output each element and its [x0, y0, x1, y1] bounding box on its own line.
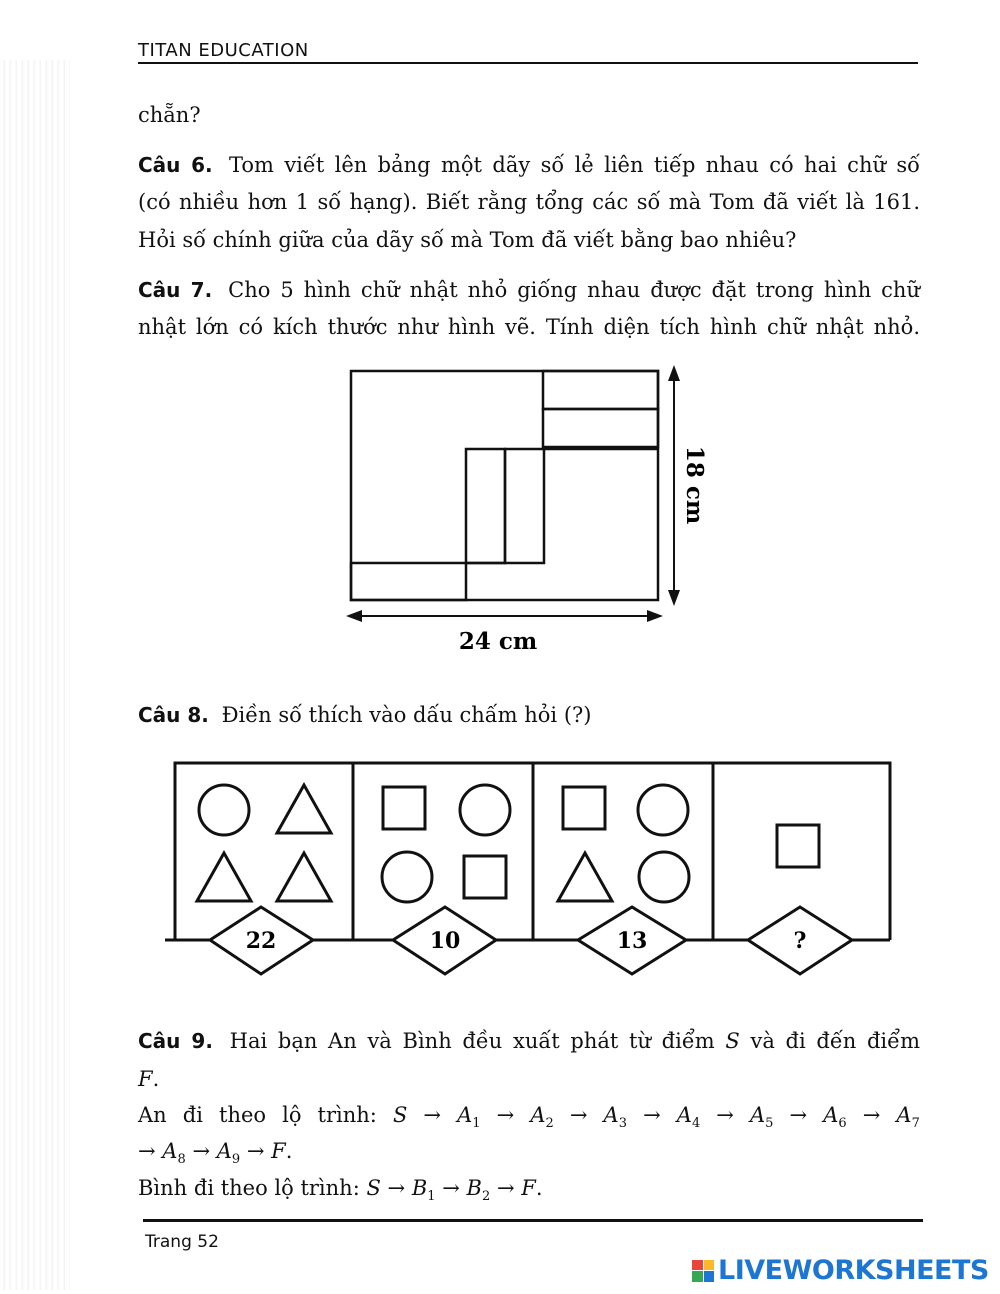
route-point: F: [271, 1139, 286, 1163]
q8-label: Câu 8.: [138, 703, 209, 727]
route-arrow: →: [496, 1103, 515, 1127]
shapes-pattern-figure: [165, 755, 905, 1000]
q8-text: Điền số thích vào dấu chấm hỏi (?): [221, 703, 592, 727]
circle-shape: [382, 852, 432, 902]
route-point: $B_2$: [466, 1176, 491, 1205]
route-point: $A_2$: [530, 1103, 554, 1132]
liveworksheets-logo-icon: [692, 1260, 714, 1282]
route-point: $A_6$: [823, 1103, 847, 1132]
small-rect-top-2: [543, 409, 658, 447]
header-title: TITAN EDUCATION: [138, 40, 309, 61]
page-number: Trang 52: [145, 1232, 219, 1252]
diamond-value-question: ?: [793, 928, 807, 954]
liveworksheets-brand: [692, 1255, 989, 1286]
q7-text-2: nhật lớn có kích thước như hình vẽ. Tính diện tích hình chữ nhật nhỏ.: [138, 315, 920, 339]
route-point: $A_7$: [896, 1103, 920, 1132]
circle-shape: [638, 785, 688, 835]
diamond-value: 10: [429, 928, 461, 954]
width-label: 24 cm: [458, 628, 538, 655]
brand-name: LIVEWORKSHEETS: [718, 1255, 989, 1286]
q6-label: Câu 6.: [138, 153, 213, 177]
square-shape: [383, 787, 425, 829]
circle-shape: [639, 852, 689, 902]
route-point: $A_1$: [457, 1103, 481, 1132]
q6-line-1: [138, 152, 920, 178]
diamond-value: 22: [245, 928, 277, 954]
route-point: $A_9$: [216, 1139, 241, 1168]
an-route-line: [138, 1102, 920, 1137]
route-point: $B_1$: [411, 1176, 436, 1205]
binh-route-prefix: Bình đi theo lộ trình:: [138, 1176, 360, 1200]
route-arrow: →: [192, 1139, 211, 1163]
route-point: S: [392, 1103, 408, 1127]
route-arrow: →: [716, 1103, 734, 1127]
small-rect-top-1: [543, 371, 658, 409]
route-point: F: [521, 1176, 536, 1200]
period: .: [285, 1139, 293, 1163]
q7-label: Câu 7.: [138, 278, 213, 302]
diamond-value: 13: [616, 928, 648, 954]
triangle-shape: [277, 853, 331, 901]
rectangles-figure: [340, 360, 720, 660]
q7-line-1: [138, 277, 920, 303]
route-point: $A_3$: [603, 1103, 627, 1132]
page-header: [138, 40, 918, 64]
circle-shape: [460, 785, 510, 835]
route-arrow: →: [138, 1139, 156, 1163]
q6-text-3: Hỏi số chính giữa của dãy số mà Tom đã viết bằng bao nhiêu?: [138, 228, 797, 252]
q6-text-1: Tom viết lên bảng một dãy số lẻ liên tiếp nhau có hai chữ số: [229, 153, 921, 177]
scan-edge: [0, 60, 70, 1290]
small-rect-vertical-2: [505, 449, 544, 563]
route-arrow: →: [387, 1176, 406, 1200]
route-point: S: [366, 1176, 381, 1200]
point-s: S: [725, 1029, 740, 1053]
route-arrow: →: [246, 1139, 265, 1163]
an-route-line-2: [138, 1138, 920, 1173]
period: .: [152, 1067, 160, 1091]
small-rect-vertical-1: [466, 449, 505, 563]
route-arrow: →: [643, 1103, 661, 1127]
point-f: F: [138, 1067, 153, 1091]
route-arrow: →: [862, 1103, 881, 1127]
an-route-prefix: An đi theo lộ trình:: [138, 1103, 377, 1127]
period: .: [535, 1176, 543, 1200]
route-arrow: →: [442, 1176, 460, 1200]
intro-fragment: chẵn?: [138, 103, 201, 127]
q9-line-2: [138, 1066, 920, 1092]
small-rect-bottom: [351, 563, 466, 600]
q6-text-2: (có nhiều hơn 1 số hạng). Biết rằng tổng các số mà Tom đã viết là 161.: [138, 190, 920, 214]
triangle-shape: [277, 785, 331, 833]
square-shape: [464, 856, 506, 898]
square-shape: [777, 825, 819, 867]
route-point: $A_5$: [749, 1103, 774, 1132]
circle-shape: [199, 785, 249, 835]
triangle-shape: [558, 853, 612, 901]
q9-line-1: [138, 1028, 920, 1054]
q7-text-1: Cho 5 hình chữ nhật nhỏ giống nhau được đặt trong hình chữ: [228, 278, 920, 302]
triangle-shape: [197, 853, 251, 901]
route-arrow: →: [496, 1176, 515, 1200]
route-point: $A_8$: [162, 1139, 186, 1168]
route-arrow: →: [569, 1103, 588, 1127]
height-label: 18 cm: [681, 445, 708, 525]
binh-route-line: [138, 1175, 920, 1210]
square-shape: [563, 787, 605, 829]
footer-rule: [143, 1219, 923, 1222]
q9-text-1b: và đi đến điểm: [750, 1029, 920, 1053]
route-point: $A_4$: [676, 1103, 701, 1132]
route-arrow: →: [423, 1103, 442, 1127]
route-arrow: →: [789, 1103, 808, 1127]
q9-label: Câu 9.: [138, 1029, 213, 1053]
q8-line: [138, 702, 920, 728]
q9-text-1: Hai bạn An và Bình đều xuất phát từ điểm: [229, 1029, 715, 1053]
